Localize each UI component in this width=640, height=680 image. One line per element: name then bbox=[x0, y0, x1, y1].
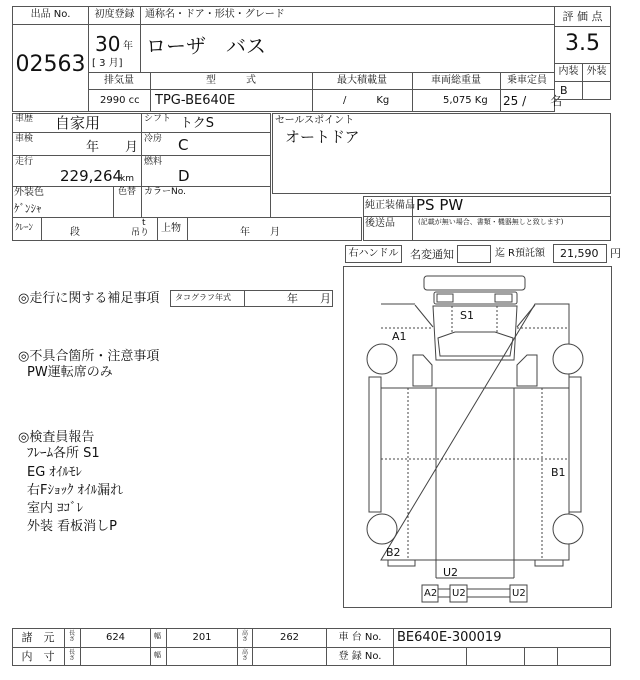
damage-mark-b1: B1 bbox=[551, 466, 566, 479]
damage-mark-u2-bottom: U2 bbox=[512, 588, 526, 599]
spec-label: 諸 元 bbox=[21, 631, 55, 644]
headlight-right bbox=[495, 294, 512, 302]
equipment-label: 純正装備品 bbox=[365, 200, 415, 211]
capacity: 25 / 名 bbox=[503, 94, 563, 108]
sales-point-label: セールスポイント bbox=[275, 115, 355, 126]
equipment: PS PW bbox=[416, 196, 464, 214]
year: 30 bbox=[95, 32, 121, 56]
later-note: (記載が無い場合、書類・機器無しと致します) bbox=[418, 218, 564, 226]
score-label: 評 価 点 bbox=[562, 10, 603, 23]
height-label: 高さ bbox=[242, 649, 249, 662]
damage-mark-u2-bottom: U2 bbox=[452, 588, 466, 599]
width-label: 幅 bbox=[154, 651, 161, 659]
mileage-label: 走行 bbox=[15, 157, 34, 167]
damage-mark-a1: A1 bbox=[392, 330, 407, 343]
body-outline bbox=[381, 304, 569, 560]
name-label: 通称名・ドア・形状・グレード bbox=[145, 9, 285, 20]
interior-grade: B bbox=[560, 84, 568, 97]
lot-number: 02563 bbox=[15, 52, 86, 77]
year-unit: 年 bbox=[123, 41, 133, 52]
tacho-label: タコグラフ年式 bbox=[175, 293, 231, 302]
max-load: / Kg bbox=[343, 95, 390, 106]
shift: トクS bbox=[180, 116, 214, 131]
score: 3.5 bbox=[565, 31, 600, 56]
reg-label: 登 録 No. bbox=[338, 651, 382, 662]
ac: C bbox=[178, 136, 189, 154]
color-change-label: 色替 bbox=[118, 187, 137, 197]
later-label: 後送品 bbox=[365, 218, 395, 229]
damage-mark-u2: U2 bbox=[443, 566, 459, 579]
damage-mark-a2-bottom: A2 bbox=[424, 588, 438, 599]
height-label: 高さ bbox=[242, 630, 249, 643]
defects-label: ◎不具合箇所・注意事項 bbox=[18, 349, 160, 364]
width-label: 幅 bbox=[154, 632, 161, 640]
damage-mark-b2: B2 bbox=[386, 546, 401, 559]
color: ｹﾞﾝｼｬ bbox=[14, 202, 42, 215]
color-label: 外装色 bbox=[14, 187, 44, 198]
crane-stage: 段 bbox=[70, 227, 80, 238]
interior-grade-cell bbox=[554, 81, 583, 100]
model-label: 型 式 bbox=[206, 75, 256, 86]
yen: 円 bbox=[610, 247, 621, 260]
capacity-label: 乗車定員 bbox=[507, 75, 547, 86]
chassis-label: 車 台 No. bbox=[338, 632, 382, 643]
name-change-label: 名変通知 bbox=[410, 248, 454, 261]
mileage: 229,264 bbox=[60, 167, 123, 185]
lot-label: 出品 No. bbox=[30, 9, 71, 20]
height-value: 262 bbox=[279, 632, 300, 643]
damage-mark-s1: S1 bbox=[460, 309, 474, 322]
exterior-label: 外装 bbox=[586, 66, 607, 77]
body-date: 年 月 bbox=[240, 227, 280, 238]
body-label: 上物 bbox=[161, 223, 181, 234]
length-label: 長さ bbox=[69, 630, 76, 643]
inspection: 年 月 bbox=[86, 140, 139, 155]
color-no-label: カラーNo. bbox=[144, 187, 186, 197]
recycle-fee: 21,590 bbox=[560, 247, 599, 260]
inspector-label: ◎検査員報告 bbox=[18, 430, 95, 445]
displacement: 2990 cc bbox=[100, 95, 140, 106]
cab-hood bbox=[433, 306, 517, 360]
inspector-line: ﾌﾚｰﾑ各所 S1 bbox=[27, 446, 100, 461]
crane-ton: t bbox=[142, 218, 146, 228]
length-value: 624 bbox=[105, 632, 126, 643]
seat-left bbox=[413, 355, 432, 386]
defect-line: PW運転席のみ bbox=[27, 365, 113, 380]
ac-label: 冷房 bbox=[144, 134, 163, 144]
inspection-label: 車検 bbox=[15, 134, 34, 144]
history-label: 車歴 bbox=[15, 114, 34, 124]
front-bumper bbox=[424, 276, 525, 290]
sales-point: オートドア bbox=[285, 128, 360, 146]
month: [ 3 月] bbox=[92, 58, 123, 69]
width-value: 201 bbox=[192, 632, 212, 643]
displacement-label: 排気量 bbox=[104, 75, 134, 86]
recycle-label: R預託額 bbox=[508, 248, 545, 259]
crane-lift: 吊り bbox=[131, 228, 150, 238]
driving-notes-label: ◎走行に関する補足事項 bbox=[18, 291, 160, 306]
history: 自家用 bbox=[55, 114, 101, 132]
vehicle-name: ローザ バス bbox=[146, 34, 266, 58]
fuel-label: 燃料 bbox=[144, 157, 163, 167]
first-reg-label: 初度登録 bbox=[94, 9, 135, 20]
inspector-line: EG ｵｲﾙﾓﾚ bbox=[27, 465, 82, 480]
rhd: 右ハンドル bbox=[348, 248, 399, 259]
max-load-label: 最大積載量 bbox=[337, 75, 387, 86]
gross-weight: 5,075 Kg bbox=[443, 95, 488, 106]
inspector-line: 室内 ﾖｺﾞﾚ bbox=[27, 501, 84, 516]
shift-label: シフト bbox=[144, 114, 172, 124]
windshield bbox=[438, 332, 513, 356]
inspector-line: 外装 看板消しP bbox=[27, 519, 117, 534]
chassis-number: BE640E-300019 bbox=[397, 630, 502, 645]
until-label: 迄 bbox=[495, 248, 505, 259]
crane-label: ｸﾚｰﾝ bbox=[15, 223, 34, 233]
bus-damage-diagram bbox=[340, 260, 620, 610]
interior-label: 内装 bbox=[558, 66, 579, 77]
fuel: D bbox=[178, 167, 190, 185]
mileage-unit: km bbox=[120, 174, 134, 184]
tacho-value: 年 月 bbox=[287, 292, 331, 305]
headlight-left bbox=[437, 294, 453, 302]
length-label: 長さ bbox=[69, 649, 76, 662]
model: TPG-BE640E bbox=[155, 93, 236, 108]
seat-right bbox=[517, 355, 537, 386]
inner-label: 内 寸 bbox=[21, 650, 55, 663]
gross-weight-label: 車両総重量 bbox=[431, 75, 481, 86]
inspector-line: 右Fｼｮｯｸ ｵｲﾙ漏れ bbox=[27, 483, 124, 498]
exterior-grade-cell bbox=[582, 81, 611, 100]
